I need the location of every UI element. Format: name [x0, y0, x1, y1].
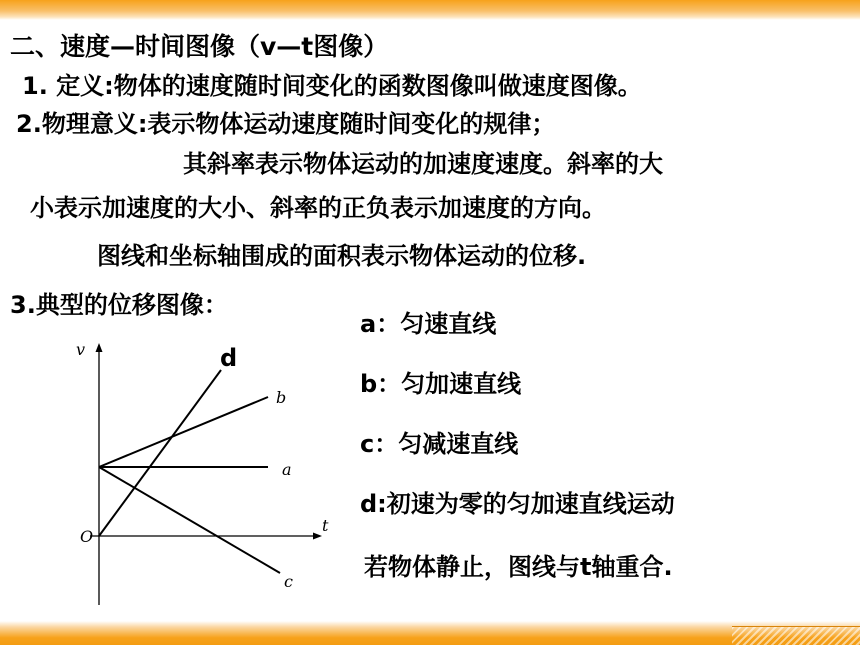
curve-c-label: c [284, 572, 293, 591]
physical-meaning-line: 2.物理意义:表示物体运动速度随时间变化的规律； [16, 110, 556, 138]
origin-label: O [80, 527, 94, 546]
curve-a-label: a [282, 460, 292, 479]
typical-graphs-heading: 3.典型的位移图像： [10, 291, 228, 319]
slope-line-2: 小表示加速度的大小、斜率的正负表示加速度的方向。 [30, 194, 606, 222]
line-b [99, 397, 268, 467]
line-c [99, 467, 280, 573]
legend-a: a：匀速直线 [360, 310, 497, 338]
definition-line: 1. 定义:物体的速度随时间变化的函数图像叫做速度图像。 [22, 72, 642, 100]
section-heading: 二、速度—时间图像（v—t图像） [10, 32, 389, 61]
slope-line-1: 其斜率表示物体运动的加速度速度。斜率的大 [183, 150, 663, 178]
line-d [99, 370, 221, 536]
curve-d-label: d [220, 344, 238, 372]
bottom-corner-decoration [732, 626, 860, 646]
t-axis-label: t [322, 516, 329, 535]
t-axis-arrow [313, 533, 322, 540]
v-t-graph [70, 335, 340, 610]
v-axis-arrow [96, 343, 103, 352]
area-line: 图线和坐标轴围成的面积表示物体运动的位移. [97, 242, 587, 270]
legend-c: c：匀减速直线 [360, 430, 519, 458]
bottom-orange-bar [0, 621, 860, 645]
legend-b: b：匀加速直线 [360, 370, 522, 398]
top-orange-bar [0, 0, 860, 20]
curve-b-label: b [276, 388, 287, 407]
v-axis-label: v [76, 340, 86, 359]
static-object-note: 若物体静止，图线与t轴重合. [364, 553, 673, 581]
legend-d: d:初速为零的匀加速直线运动 [360, 490, 675, 518]
